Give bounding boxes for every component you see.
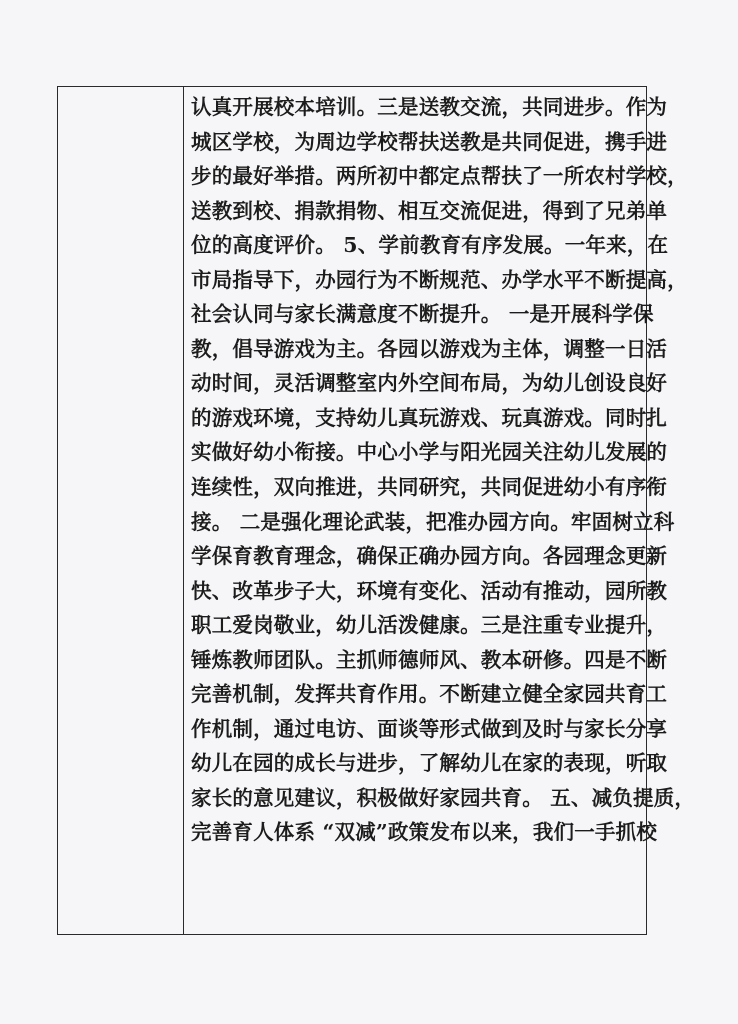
text-line: 完善育人体系 “双减”政策发布以来，我们一手抓校 — [191, 820, 658, 845]
text-line: 步的最好举措。两所初中都定点帮扶了一所农村学校， — [191, 164, 688, 189]
text-line: 市局指导下，办园行为不断规范、办学水平不断提高， — [191, 267, 688, 292]
text-line: 的游戏环境，支持幼儿真玩游戏、玩真游戏。同时扎 — [191, 405, 668, 430]
text-line: 教，倡导游戏为主。各园以游戏为主体，调整一日活 — [191, 336, 668, 361]
text-line: 认真开展校本培训。三是送教交流，共同进步。作为 — [191, 95, 668, 119]
text-line: 接。 二是强化理论武装，把准办园方向。牢固树立科 — [191, 509, 675, 534]
text-line: 幼儿在园的成长与进步，了解幼儿在家的表现，听取 — [191, 751, 668, 776]
text-line: 送教到校、捐款捐物、相互交流促进，得到了兄弟单 — [191, 198, 668, 223]
text-line: 位的高度评价。 5、学前教育有序发展。一年来，在 — [191, 233, 669, 258]
text-line: 完善机制，发挥共育作用。不断建立健全家园共育工 — [191, 682, 668, 707]
text-line: 锤炼教师团队。主抓师德师风、教本研修。四是不断 — [191, 647, 668, 672]
text-line: 家长的意见建议，积极做好家园共育。 五、减负提质， — [191, 785, 696, 810]
body-text — [191, 90, 696, 850]
text-line: 城区学校，为周边学校帮扶送教是共同促进，携手进 — [191, 129, 668, 154]
column-divider — [183, 87, 184, 934]
text-line: 连续性，双向推进，共同研究，共同促进幼小有序衔 — [191, 475, 668, 500]
text-line: 快、改革步子大，环境有变化、活动有推动，园所教 — [191, 578, 668, 603]
text-line: 作机制，通过电访、面谈等形式做到及时与家长分享 — [191, 716, 668, 741]
text-line: 学保育教育理念，确保正确办园方向。各园理念更新 — [191, 544, 668, 569]
text-line: 职工爱岗敬业，幼儿活泼健康。三是注重专业提升， — [191, 613, 668, 638]
text-line: 社会认同与家长满意度不断提升。 一是开展科学保 — [191, 302, 654, 327]
text-line: 实做好幼小衔接。中心小学与阳光园关注幼儿发展的 — [191, 440, 668, 465]
text-line: 动时间，灵活调整室内外空间布局，为幼儿创设良好 — [191, 371, 668, 396]
